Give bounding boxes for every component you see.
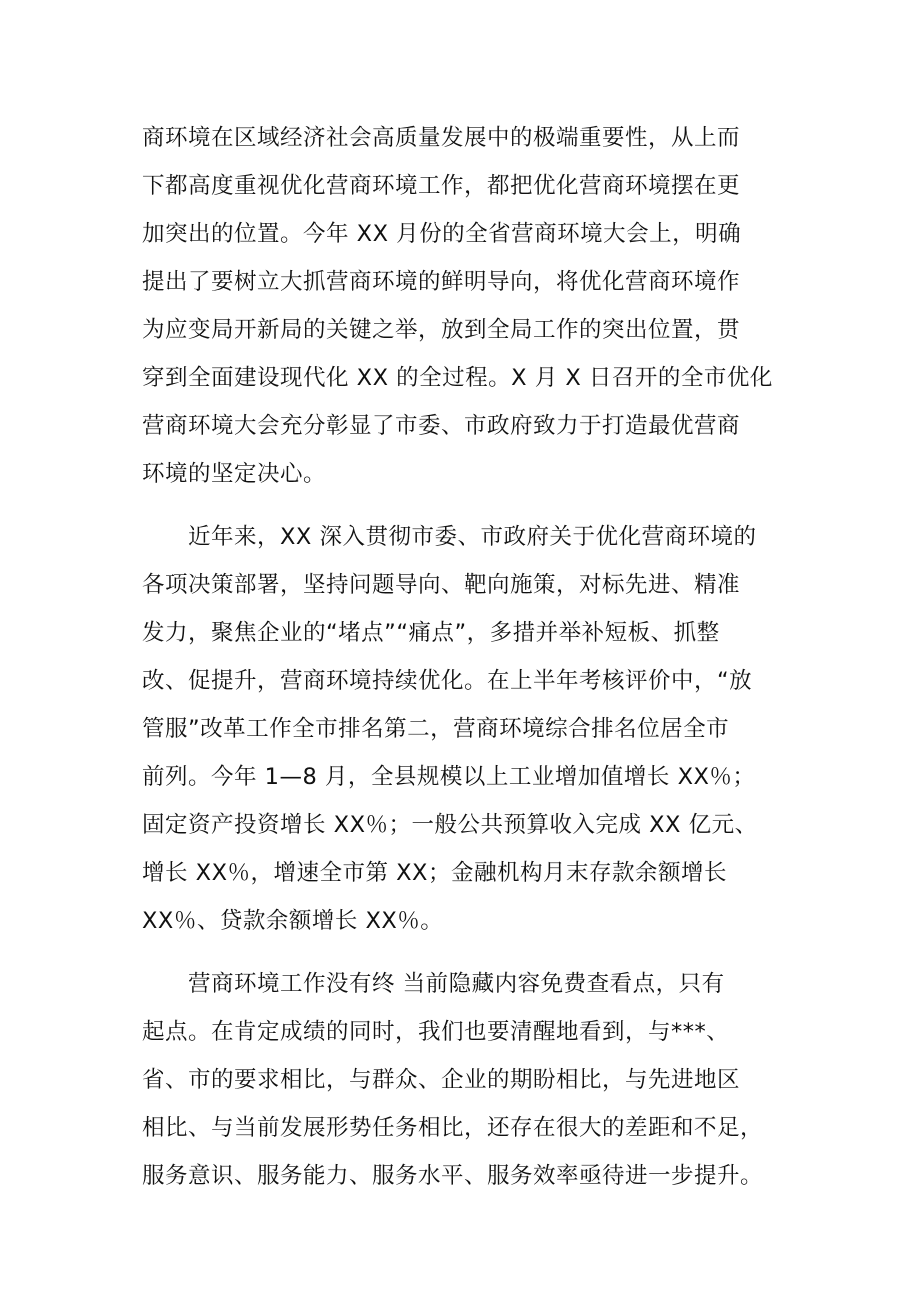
text-line: 各项决策部署，坚持问题导向、靶向施策，对标先进、精准: [142, 572, 741, 598]
paragraph-spacer: [142, 945, 782, 960]
text-line: 发力，聚焦企业的“堵点”“痛点”，多措并举补短板、抓整: [142, 620, 720, 646]
text-line: 省、市的要求相比，与群众、企业的期盼相比，与先进地区: [142, 1067, 741, 1093]
text-line: 下都高度重视优化营商环境工作，都把优化营商环境摆在更: [142, 173, 741, 199]
text-line: 营商环境工作没有终 当前隐藏内容免费查看点，只有: [142, 971, 725, 997]
text-line: 增长 XX％，增速全市第 XX；金融机构月末存款余额增长: [142, 860, 727, 886]
text-line: 前列。今年 1—8 月，全县规模以上工业增加值增长 XX％；: [142, 764, 756, 790]
text-line: 环境的坚定决心。: [142, 461, 327, 487]
text-line: 管服”改革工作全市排名第二，营商环境综合排名位居全市: [142, 716, 730, 742]
text-line: 提出了要树立大抓营商环境的鲜明导向，将优化营商环境作: [142, 269, 741, 295]
text-line: 相比、与当前发展形势任务相比，还存在很大的差距和不足，: [142, 1115, 764, 1141]
text-line: 起点。在肯定成绩的同时，我们也要清醒地看到，与***、: [142, 1019, 730, 1045]
text-line: 改、促提升，营商环境持续优化。在上半年考核评价中，“放: [142, 668, 753, 694]
paragraph-1: [142, 114, 782, 498]
text-line: 固定资产投资增长 XX％；一般公共预算收入完成 XX 亿元、: [142, 812, 758, 838]
text-line: XX％、贷款余额增长 XX％。: [142, 908, 444, 934]
document-body: [142, 114, 782, 1200]
text-line: 穿到全面建设现代化 XX 的全过程。X 月 X 日召开的全市优化: [142, 365, 773, 391]
text-line: 为应变局开新局的关键之举，放到全局工作的突出位置，贯: [142, 317, 741, 343]
paragraph-2: [142, 513, 782, 945]
text-line: 加突出的位置。今年 XX 月份的全省营商环境大会上，明确: [142, 221, 742, 247]
text-line: 营商环境大会充分彰显了市委、市政府致力于打造最优营商: [142, 413, 741, 439]
text-line: 近年来，XX 深入贯彻市委、市政府关于优化营商环境的: [142, 524, 757, 550]
text-line: 服务意识、服务能力、服务水平、服务效率亟待进一步提升。: [142, 1163, 764, 1189]
text-line: 商环境在区域经济社会高质量发展中的极端重要性，从上而: [142, 125, 741, 151]
paragraph-spacer: [142, 498, 782, 513]
paragraph-3: [142, 960, 782, 1200]
